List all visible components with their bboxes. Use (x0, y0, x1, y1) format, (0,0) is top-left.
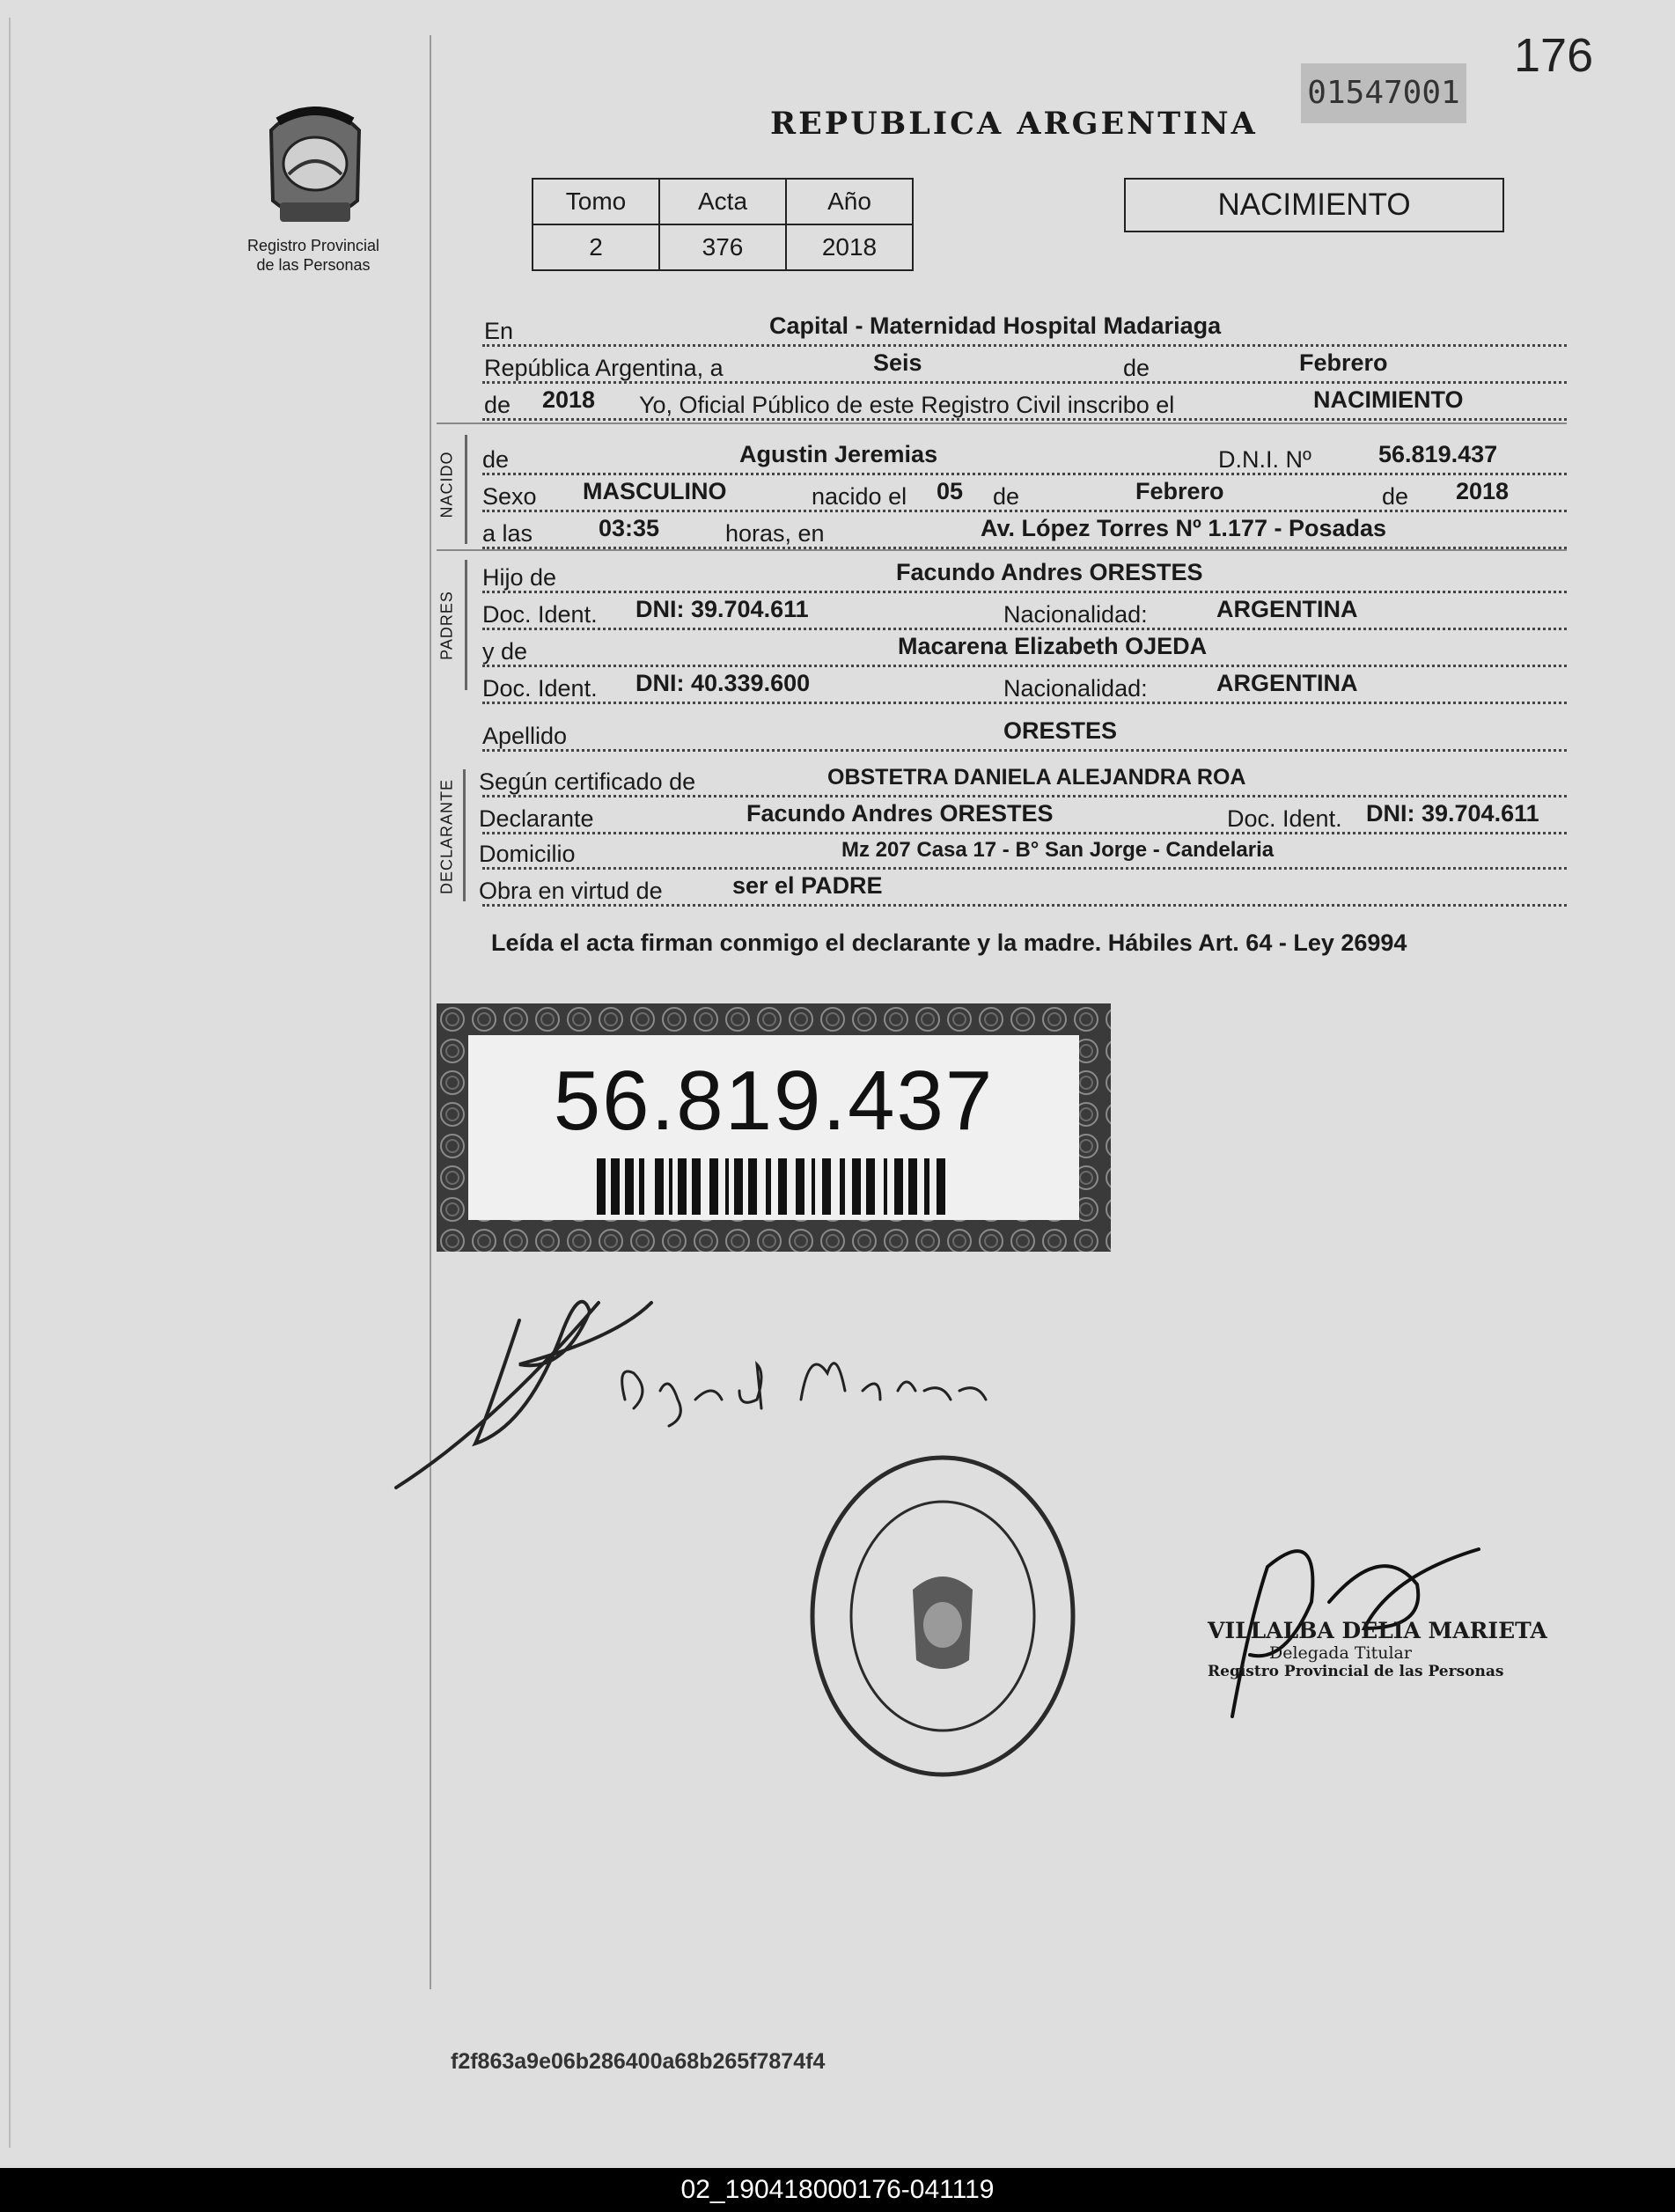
record-type-box: NACIMIENTO (1124, 178, 1504, 232)
horas-label: horas, en (725, 520, 825, 547)
section-rule-padres (437, 549, 1567, 551)
declarante-row-cert (479, 765, 1567, 797)
declarante-bracket (463, 769, 466, 901)
acta-header: Acta (659, 179, 786, 224)
official-stamp (1208, 1618, 1547, 1680)
document-title: REPUBLICA ARGENTINA (770, 106, 1258, 142)
registry-logo-caption (227, 236, 400, 275)
sexo-value: MASCULINO (583, 478, 727, 504)
obra-label: Obra en virtud de (479, 878, 663, 904)
declarante-row-name (479, 800, 1567, 834)
nacido-bracket (465, 435, 467, 544)
mother-signature (607, 1338, 995, 1435)
registry-logo (253, 95, 377, 237)
footer-id: 02_190418000176-041119 (0, 2168, 1675, 2212)
intro-row-date (482, 349, 1567, 384)
nacido-row-time (482, 515, 1567, 549)
apellido-row (482, 717, 1567, 752)
mother-doc-label: Doc. Ident. (482, 675, 598, 702)
dni-label-sticker (437, 1003, 1111, 1252)
declarante-section-label: DECLARANTE (437, 778, 456, 895)
section-rule-nacido (437, 423, 1567, 424)
nacido-section-label: NACIDO (437, 451, 456, 518)
intro-row-place (482, 312, 1567, 347)
cert-label: Según certificado de (479, 768, 696, 795)
cert-value: OBSTETRA DANIELA ALEJANDRA ROA (827, 765, 1246, 790)
acta-value: 376 (659, 224, 786, 270)
declarante-doc: DNI: 39.704.611 (1366, 800, 1539, 827)
intro-row-act (482, 386, 1567, 421)
birth-month: Febrero (1135, 478, 1224, 504)
y-de-label: y de (482, 638, 528, 665)
serial-stamp: 01547001 (1301, 63, 1466, 123)
nacido-row-sex (482, 478, 1567, 512)
nacido-de-label: de (482, 446, 510, 473)
child-dni: 56.819.437 (1378, 441, 1498, 467)
tomo-value: 2 (533, 224, 659, 270)
act-value: NACIMIENTO (1313, 386, 1464, 413)
dni-label-inner (468, 1035, 1079, 1220)
a-las-label: a las (482, 520, 533, 547)
padres-row-father-doc (482, 596, 1567, 630)
place-value: Capital - Maternidad Hospital Madariaga (769, 312, 1222, 339)
barcode-image (597, 1158, 952, 1215)
padres-row-mother-doc (482, 672, 1567, 704)
official-text: Yo, Oficial Público de este Registro Civil inscribo el (639, 392, 1175, 418)
mother-doc: DNI: 40.339.600 (635, 670, 811, 696)
birth-de-label-2: de (1382, 483, 1409, 510)
mother-nat-label: Nacionalidad: (1003, 675, 1148, 702)
official-office: Registro Provincial de las Personas (1208, 1663, 1504, 1680)
sexo-label: Sexo (482, 483, 537, 510)
official-role: Delegada Titular (1269, 1643, 1412, 1663)
domicilio-value: Mz 207 Casa 17 - B° San Jorge - Candelaria (841, 838, 1275, 862)
anio-value: 2018 (786, 224, 913, 270)
day-value: Seis (873, 349, 922, 376)
year-de-label: de (484, 392, 511, 418)
document-hash: f2f863a9e06b286400a68b265f7874f4 (451, 2049, 826, 2074)
domicilio-label: Domicilio (479, 841, 576, 867)
padres-bracket (465, 560, 467, 690)
nacido-el-label: nacido el (812, 483, 907, 510)
birth-day: 05 (937, 478, 964, 504)
republica-label: República Argentina, a (484, 355, 724, 381)
official-seal (804, 1449, 1081, 1788)
obra-value: ser el PADRE (732, 872, 883, 899)
declarante-doc-label: Doc. Ident. (1227, 805, 1342, 832)
padres-row-mother (482, 633, 1567, 667)
father-doc-label: Doc. Ident. (482, 601, 598, 628)
birth-time: 03:35 (599, 515, 660, 541)
father-name: Facundo Andres ORESTES (896, 559, 1203, 585)
dni-label: D.N.I. Nº (1218, 446, 1311, 473)
birth-place: Av. López Torres Nº 1.177 - Posadas (981, 515, 1387, 541)
declarante-row-domicilio (479, 838, 1567, 870)
dni-label-number: 56.819.437 (553, 1054, 995, 1148)
margin-line (430, 35, 431, 1989)
father-doc: DNI: 39.704.611 (635, 596, 809, 622)
record-table (532, 178, 914, 271)
padres-row-father (482, 559, 1567, 593)
registry-caption-line2: de las Personas (256, 256, 371, 274)
father-nat-label: Nacionalidad: (1003, 601, 1148, 628)
apellido-label: Apellido (482, 723, 568, 749)
year-value: 2018 (542, 386, 596, 413)
registry-caption-line1: Registro Provincial (246, 237, 380, 254)
mother-name: Macarena Elizabeth OJEDA (898, 633, 1208, 659)
hijo-de-label: Hijo de (482, 564, 557, 591)
tomo-header: Tomo (533, 179, 659, 224)
birth-de-label: de (993, 483, 1020, 510)
de-label: de (1123, 355, 1150, 381)
declarante-label: Declarante (479, 805, 594, 832)
page-number: 176 (1514, 29, 1594, 82)
father-nationality: ARGENTINA (1216, 596, 1358, 622)
declarante-row-obra (479, 872, 1567, 907)
birth-year: 2018 (1456, 478, 1510, 504)
page-edge (9, 18, 11, 2148)
mother-nationality: ARGENTINA (1216, 670, 1358, 696)
closing-text: Leída el acta firman conmigo el declarante y la madre. Hábiles Art. 64 - Ley 26994 (491, 930, 1407, 956)
declarante-name: Facundo Andres ORESTES (746, 800, 1054, 827)
nacido-row-name (482, 441, 1567, 475)
child-name: Agustin Jeremias (739, 441, 938, 467)
padres-section-label: PADRES (437, 591, 456, 660)
apellido-value: ORESTES (1003, 717, 1118, 744)
official-name: VILLALBA DELIA MARIETA (1208, 1618, 1547, 1643)
anio-header: Año (786, 179, 913, 224)
month-value: Febrero (1299, 349, 1388, 376)
en-label: En (484, 318, 514, 344)
